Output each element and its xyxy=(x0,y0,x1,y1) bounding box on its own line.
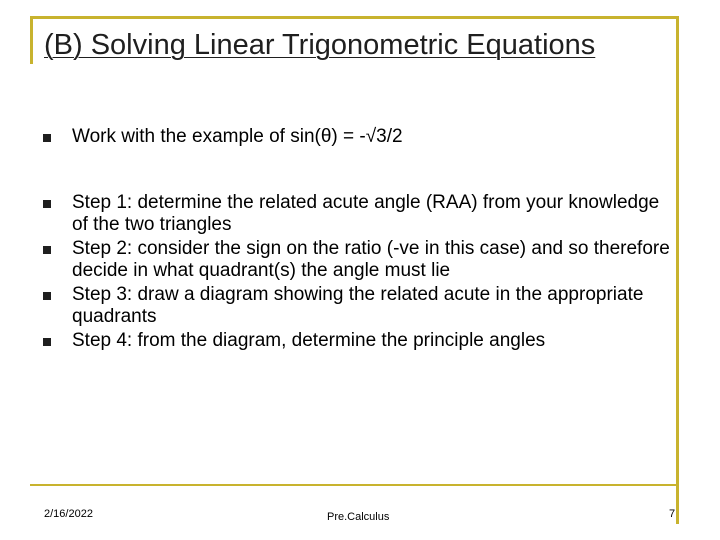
square-bullet-icon xyxy=(43,200,51,208)
square-bullet-icon xyxy=(43,246,51,254)
bullet-text: Step 4: from the diagram, determine the principle angles xyxy=(72,330,546,351)
square-bullet-icon xyxy=(43,134,51,142)
bullet-text: Step 1: determine the related acute angle (RAA) from your knowledge of the two triangles xyxy=(72,192,660,235)
bullet-item xyxy=(36,192,676,236)
page-number: 7 xyxy=(669,508,676,520)
bullet-item xyxy=(36,284,676,328)
frame-bottom-line xyxy=(30,484,679,486)
footer-date: 2/16/2022 xyxy=(44,508,93,520)
frame-top-line xyxy=(30,16,679,19)
bullet-item xyxy=(36,330,676,352)
bullet-text: Step 3: draw a diagram showing the related acute in the appropriate quadrants xyxy=(72,284,644,327)
square-bullet-icon xyxy=(43,338,51,346)
square-bullet-icon xyxy=(43,292,51,300)
slide-title: (B) Solving Linear Trigonometric Equations xyxy=(44,29,596,61)
footer-course-name: Pre.Calculus xyxy=(327,511,390,523)
frame-left-line xyxy=(30,16,33,64)
bullet-item xyxy=(36,238,676,282)
frame-right-line xyxy=(676,16,679,524)
bullet-text: Work with the example of sin(θ) = -√3/2 xyxy=(72,126,403,147)
bullet-item xyxy=(36,126,676,148)
bullet-list xyxy=(36,126,676,352)
bullet-text: Step 2: consider the sign on the ratio (-ve in this case) and so therefore decide in what quadrant(s) the angle must lie xyxy=(72,238,670,281)
